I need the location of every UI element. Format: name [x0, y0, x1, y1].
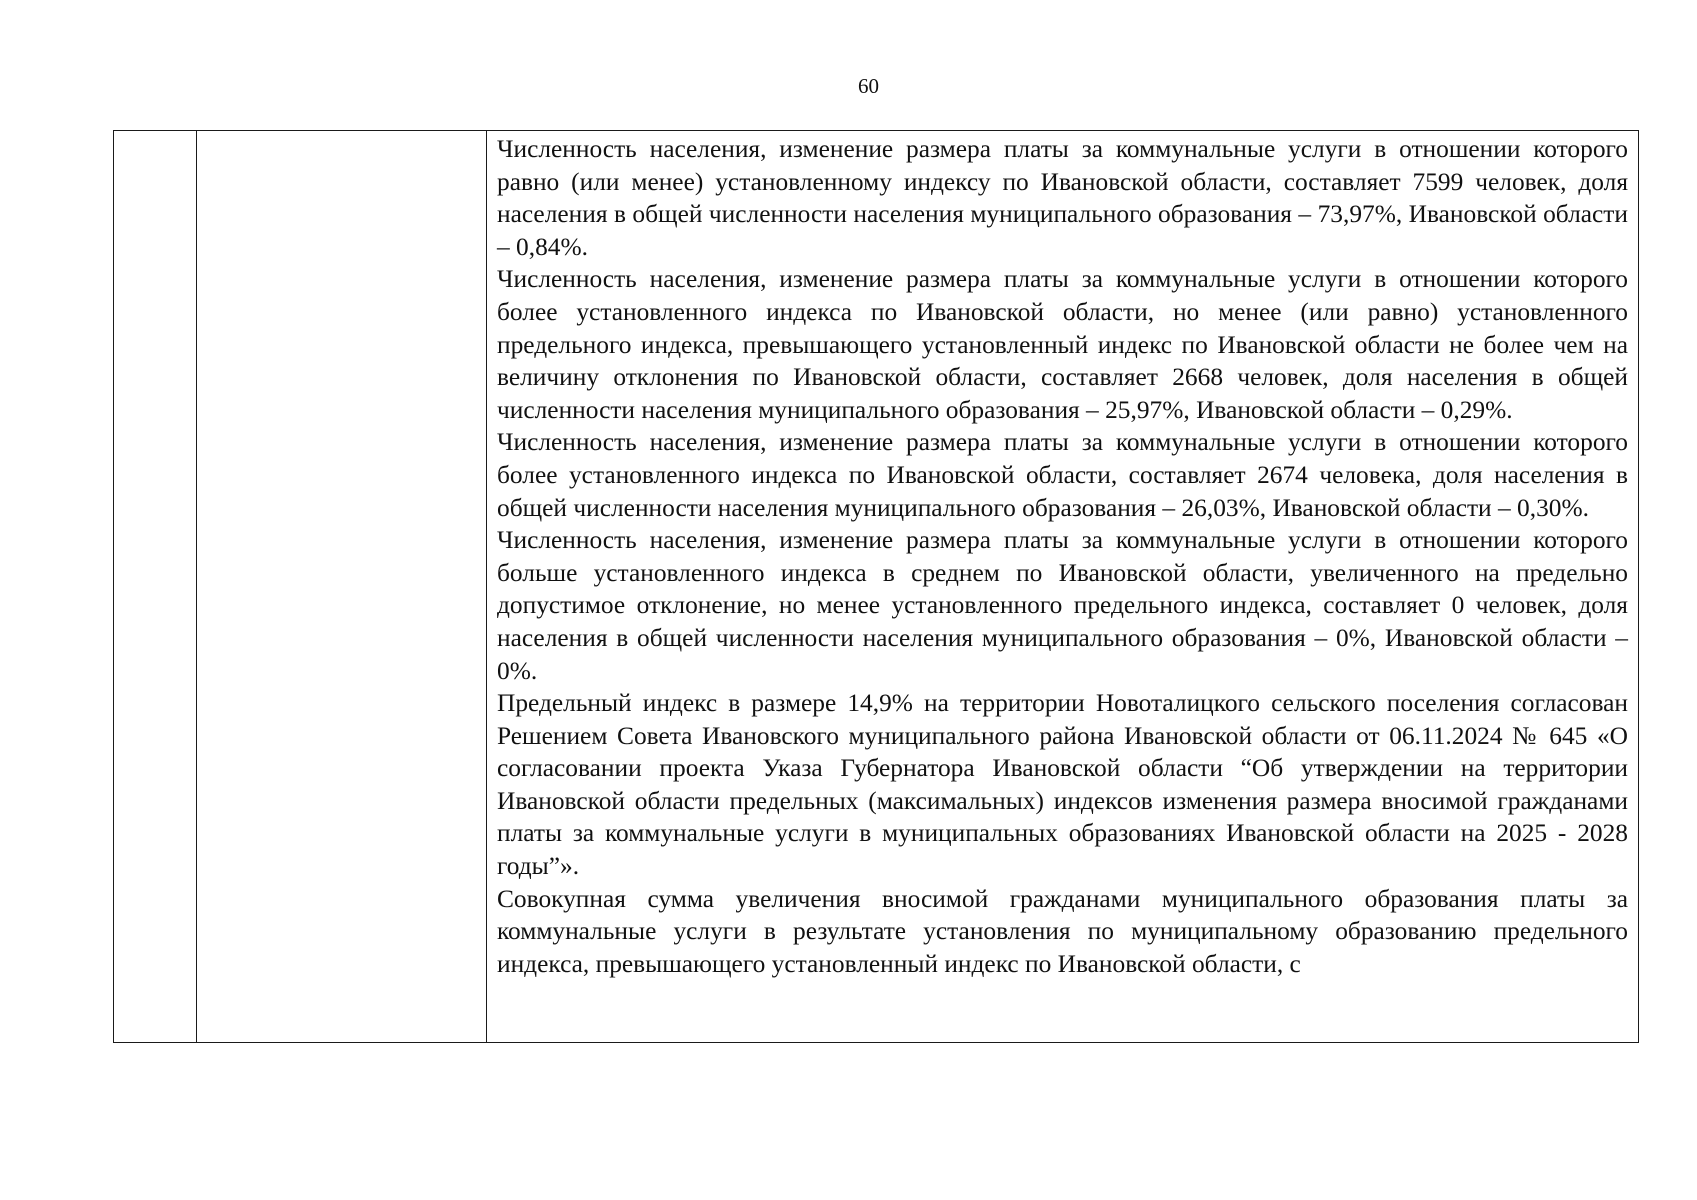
paragraph-population-above-index: Численность населения, изменение размера платы за коммунальные услуги в отношении которого более установленного индекса по Ивановской области, составляет 2674 человека, доля населения в общей численности населения муниципального образования – 26,03%, Ивановской области – 0,30%.: [497, 428, 1628, 522]
table-cell-content: [487, 131, 1639, 1043]
table-row: [114, 131, 1639, 1043]
document-table: [113, 130, 1639, 1043]
page-number: 60: [858, 74, 879, 98]
cell-text-block: [487, 131, 1638, 980]
paragraph-population-within-index: Численность населения, изменение размера платы за коммунальные услуги в отношении которого равно (или менее) установленному индексу по Ивановской области, составляет 7599 человек, доля населения в общей численности населения муниципального образования – 73,97%, Ивановской области – 0,84%.: [497, 135, 1628, 261]
paragraph-population-above-average: Численность населения, изменение размера платы за коммунальные услуги в отношении которого больше установленного индекса в среднем по Ивановской области, увеличенного на предельно допустимое отклонение, но менее установленного предельного индекса, составляет 0 человек, доля населения в общей численности населения муниципального образования – 0%, Ивановской области – 0%.: [497, 526, 1628, 685]
paragraph-population-within-deviation: Численность населения, изменение размера платы за коммунальные услуги в отношении которого более установленного индекса по Ивановской области, но менее (или равно) установленного предельного индекса, превышающего установленный индекс по Ивановской области не более чем на величину отклонения по Ивановской области, составляет 2668 человек, доля населения в общей численности населения муниципального образования – 25,97%, Ивановской области – 0,29%.: [497, 265, 1628, 424]
paragraph-total-increase: Совокупная сумма увеличения вносимой гражданами муниципального образования платы за коммунальные услуги в результате установления по муниципальному образованию предельного индекса, превышающего установленный индекс по Ивановской области, с: [497, 884, 1628, 978]
table-cell-name: [197, 131, 487, 1043]
paragraph-limit-index-approval: Предельный индекс в размере 14,9% на территории Новоталицкого сельского поселения согласован Решением Совета Ивановского муниципального района Ивановской области от 06.11.2024 № 645 «О согласовании проекта Указа Губернатора Ивановской области “Об утверждении на территории Ивановской области предельных (максимальных) индексов изменения размера вносимой гражданами платы за коммунальные услуги в муниципальных образованиях Ивановской области на 2025 - 2028 годы”».: [497, 689, 1628, 881]
table-cell-number: [114, 131, 197, 1043]
